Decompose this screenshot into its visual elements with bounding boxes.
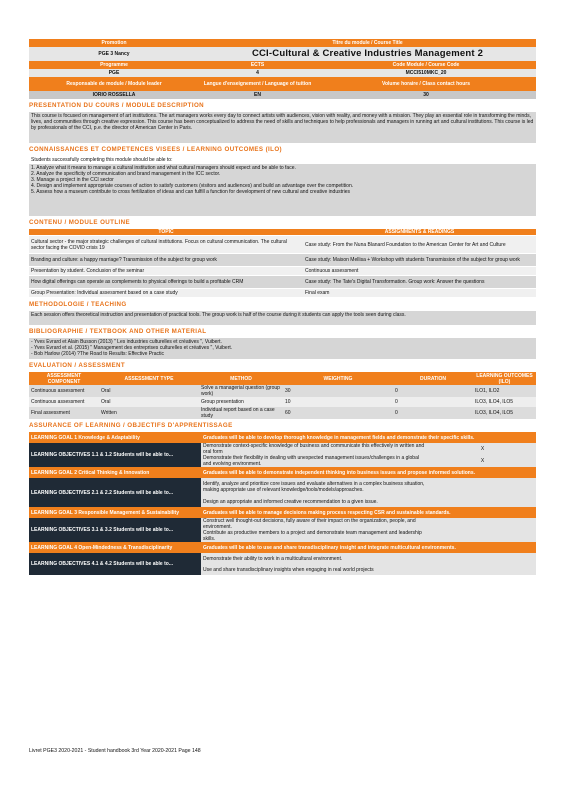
objective-mark xyxy=(429,518,536,530)
learning-goal-2-description: Graduates will be able to demonstrate independent thinking into business issues and propose informed solutions. xyxy=(201,467,536,478)
programme-label: Programme xyxy=(29,61,199,69)
eval-weighting: 60 xyxy=(283,407,393,419)
eval-type: Written xyxy=(99,407,199,419)
evaluation-table xyxy=(29,372,536,419)
assessment-type-header: ASSESSMENT TYPE xyxy=(99,372,199,385)
learning-objectives-1: LEARNING OBJECTIVES 1.1 & 1.2 Students will be able to... xyxy=(29,443,201,467)
learning-goal-1: LEARNING GOAL 1 Knowledge & Adaptability xyxy=(29,432,201,443)
objective-detail: Design an appropriate and informed creative recommendation to a given issue. xyxy=(201,496,429,507)
ects-value: 4 xyxy=(199,69,316,77)
eval-duration: 0 xyxy=(393,407,473,419)
eval-ilo: ILO3, ILO4, ILO5 xyxy=(473,397,536,407)
learning-objectives-3: LEARNING OBJECTIVES 3.1 & 3.2 Students will be able to... xyxy=(29,518,201,542)
course-title-label: Titre du module / Course Title xyxy=(199,39,536,47)
eval-weighting: 30 xyxy=(283,385,393,397)
eval-duration: 0 xyxy=(393,397,473,407)
eval-method: Individual report based on a case study xyxy=(199,407,283,419)
contact-hours-value: 30 xyxy=(316,91,536,99)
objective-detail: Identify, analyze and prioritize core issues and evaluate alternatives in a complex business situation, making appropriate use of relevant knowledge/tools/models/approaches. xyxy=(201,478,429,496)
page-footer: Livret PGE3 2020-2021 - Student handbook 3rd Year 2020-2021 Page 148 xyxy=(29,748,201,754)
duration-header: DURATION xyxy=(393,372,473,385)
assurance-heading: ASSURANCE OF LEARNING / OBJECTIFS D'APPRENTISSAGE xyxy=(29,422,233,429)
language-label: Langue d'enseignement / Language of tuition xyxy=(199,77,316,91)
bibliography-heading: BIBLIOGRAPHIE / TEXTBOOK AND OTHER MATERIAL xyxy=(29,328,207,335)
outline-topic: Group Presentation: Individual assessment based on a case study xyxy=(29,289,303,298)
learning-goal-2: LEARNING GOAL 2 Critical Thinking & Innovation xyxy=(29,467,201,478)
outline-assignment: Case study: The Tate's Digital Transformation. Group work: Answer the questions xyxy=(303,276,536,289)
ects-label: ECTS xyxy=(199,61,316,69)
eval-method: Solve a managerial question (group work) xyxy=(199,385,283,397)
eval-component: Final assessment xyxy=(29,407,99,419)
presentation-text: This course is focused on management of art institutions. The art managers works every day to connect artists with audiences, vision with reality, and money with a mission. They play an essential role in transforming the minds, lives, and communities through creative expression. This course has been conceptualized to address the need of skills and techniques to help professionals and managers in running art and cultural institutions. This course is led by professionals of the CCI, p.e. the director of American Center in Paris. xyxy=(29,112,536,143)
promotion-value: PGE 3 Nancy xyxy=(29,47,199,61)
learning-outcome-item: 2. Analyze the specificity of communication and brand management in the ICC sector. xyxy=(31,171,221,177)
learning-outcomes-intro: Students successfully completing this module should be able to: xyxy=(31,157,173,163)
assignments-header: ASSIGNMENTS & READINGS xyxy=(303,229,536,236)
eval-ilo: ILO3, ILO4, ILO5 xyxy=(473,407,536,419)
course-sheet xyxy=(29,39,536,575)
learning-objectives-2: LEARNING OBJECTIVES 2.1 & 2.2 Students will be able to... xyxy=(29,478,201,507)
learning-outcomes-list xyxy=(29,164,536,216)
eval-component: Continuous assessment xyxy=(29,397,99,407)
learning-goal-4-description: Graduates will be able to use and share transdisciplinary insight and integrate multicultural environments. xyxy=(201,542,536,553)
objective-detail: Construct well thought-out decisions, fully aware of their impact on the organization, people, and environment. xyxy=(201,518,429,530)
eval-ilo: ILO1, ILO2 xyxy=(473,385,536,397)
assessment-component-header: ASSESSMENT COMPONENT xyxy=(29,372,99,385)
outline-heading: CONTENU / MODULE OUTLINE xyxy=(29,219,131,226)
module-leader-label: Responsable de module / Module leader xyxy=(29,77,199,91)
outline-assignment: Continuous assessment xyxy=(303,267,536,276)
evaluation-heading: EVALUATION / ASSESSMENT xyxy=(29,362,126,369)
method-header: METHOD xyxy=(199,372,283,385)
objective-mark xyxy=(429,496,536,507)
learning-goal-3: LEARNING GOAL 3 Responsible Management & Sustainability xyxy=(29,507,201,518)
methodology-heading: METHODOLOGIE / TEACHING xyxy=(29,301,127,308)
programme-value: PGE xyxy=(29,69,199,77)
eval-component: Continuous assessment xyxy=(29,385,99,397)
eval-type: Oral xyxy=(99,385,199,397)
eval-duration: 0 xyxy=(393,385,473,397)
course-title: CCI-Cultural & Creative Industries Management 2 xyxy=(199,47,536,61)
course-code-label: Code Module / Course Code xyxy=(316,61,536,69)
outline-assignment: Case study: From the Nuna Blanard Foundation to the American Center for Art and Culture xyxy=(303,236,536,254)
learning-outcome-item: 3. Manage a project in the CCI sector xyxy=(31,177,114,183)
objective-mark xyxy=(429,530,536,542)
outline-topic: How digital offerings can operate as complements to physical offerings to build a profitable CRM xyxy=(29,276,303,289)
language-value: EN xyxy=(199,91,316,99)
bibliography-item: - Bob Harlow (2014) ?The Road to Results: Effective Practic xyxy=(31,351,165,357)
outline-assignment: Case study: Maison Mellisa + Workshop with students Transmission of the subject for group work xyxy=(303,254,536,267)
eval-weighting: 10 xyxy=(283,397,393,407)
objective-mark: X xyxy=(429,443,536,455)
bibliography-item: - Yves Evrard et al. (2015) " Management des entreprises culturelles et créatives ", Vuibert. xyxy=(31,345,233,351)
eval-method: Group presentation xyxy=(199,397,283,407)
weighting-header: WEIGHTING xyxy=(283,372,393,385)
objective-detail: Demonstrate their ability to work in a multicultural environment. xyxy=(201,553,429,564)
objective-mark: X xyxy=(429,455,536,467)
objective-mark xyxy=(429,564,536,575)
outline-topic: Branding and culture: a happy marriage? Transmission of the subject for group work xyxy=(29,254,303,267)
outline-table xyxy=(29,229,536,298)
presentation-heading: PRESENTATION DU COURS / MODULE DESCRIPTION xyxy=(29,102,205,109)
objective-detail: Demonstrate context-specific knowledge of business and communicate this effectively in written and oral form xyxy=(201,443,429,455)
contact-hours-label: Volume horaire / Class contact hours xyxy=(316,77,536,91)
outline-topic: Cultural sector - the major strategic challenges of cultural institutions. Focus on cultural communication. The cultural sector facing the COVID crisis 19 xyxy=(29,236,303,254)
outline-assignment: Final exam xyxy=(303,289,536,298)
bibliography-item: - Yves Evrard et Alain Busson (2013) " Les industries culturelles et créatives ", Vuibert. xyxy=(31,339,222,345)
objective-detail: Demonstrate their flexibility in dealing with unexpected management issues/challenges in a global and evolving environment. xyxy=(201,455,429,467)
promotion-label: Promotion xyxy=(29,39,199,47)
module-leader-value: IORIO ROSSELLA xyxy=(29,91,199,99)
ilo-header: LEARNING OUTCOMES (ILO) xyxy=(473,372,536,385)
learning-outcome-item: 5. Assess how a museum contribute to cross fertilization of ideas and can fulfill a function for development of new cultural and creative industries xyxy=(31,189,351,195)
learning-goal-1-description: Graduates will be able to develop thorough knowledge in management fields and demonstrate their specific skills. xyxy=(201,432,536,443)
methodology-text: Each session offers theoretical instruction and presentation of practical tools. The group work is half of the course during it students can apply the tools seen during class. xyxy=(29,311,536,325)
objective-detail: Contribute as productive members to a project and demonstrate team management and leadership skills. xyxy=(201,530,429,542)
learning-objectives-4: LEARNING OBJECTIVES 4.1 & 4.2 Students will be able to... xyxy=(29,553,201,575)
eval-type: Oral xyxy=(99,397,199,407)
objective-mark xyxy=(429,478,536,496)
objective-mark xyxy=(429,553,536,564)
topic-header: TOPIC xyxy=(29,229,303,236)
learning-outcomes-heading: CONNAISSANCES ET COMPETENCES VISEES / LEARNING OUTCOMES (ILO) xyxy=(29,146,283,153)
learning-goal-4: LEARNING GOAL 4 Open-Mindedness & Transdisciplinarity xyxy=(29,542,201,553)
assurance-of-learning-table xyxy=(29,432,536,575)
course-code-value: MCCI510MKC_20 xyxy=(316,69,536,77)
objective-detail: Use and share transdisciplinary insights when engaging in real world projects xyxy=(201,564,429,575)
outline-topic: Presentation by student. Conclusion of the seminar xyxy=(29,267,303,276)
learning-goal-3-description: Graduates will be able to manage decisions making process respecting CSR and sustainable standards. xyxy=(201,507,536,518)
learning-outcome-item: 4. Design and implement appropriate courses of action to satisfy customers (visitors and audiences) and build an advantage over the competition. xyxy=(31,183,354,189)
learning-outcome-item: 1. Analyze what it means to manage a cultural institution and what cultural managers should expect and be able to face. xyxy=(31,165,296,171)
bibliography-list xyxy=(29,338,536,359)
course-header-table xyxy=(29,39,536,99)
